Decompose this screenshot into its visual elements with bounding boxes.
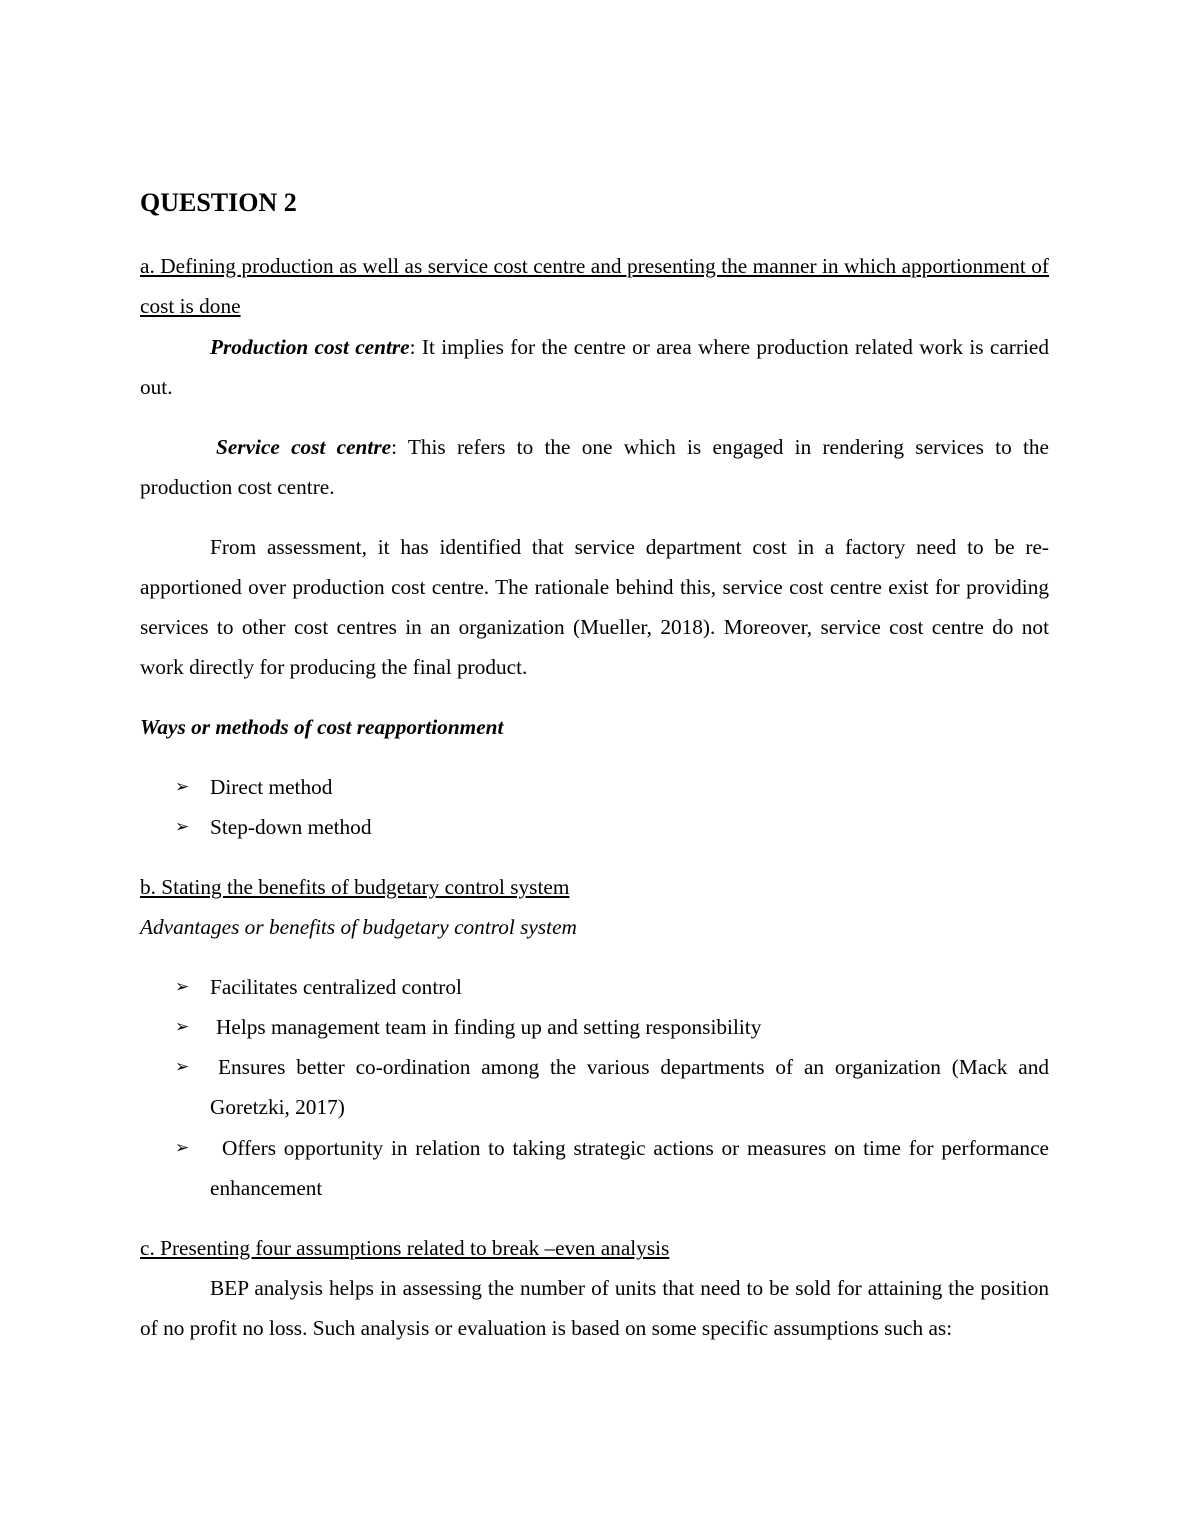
section-a-heading: a. Defining production as well as service cost centre and presenting the manner in which apportionment of cost is done: [140, 254, 1049, 318]
arrow-bullet-icon: ➢: [175, 1017, 190, 1037]
arrow-bullet-icon: ➢: [175, 817, 190, 837]
list-item: [175, 767, 1049, 807]
list-item: [175, 1007, 1049, 1047]
arrow-bullet-icon: ➢: [175, 1057, 190, 1077]
section-b-heading: b. Stating the benefits of budgetary control system: [140, 875, 570, 899]
benefit-3: Ensures better co-ordination among the various departments of an organization (Mack and Goretzki, 2017): [210, 1055, 1049, 1119]
bep-intro-paragraph: BEP analysis helps in assessing the number of units that need to be sold for attaining the position of no profit no loss. Such analysis or evaluation is based on some specific assumptions such as:: [140, 1276, 1049, 1340]
production-definition: : It implies for the centre or area where production related work is carried out.: [140, 335, 1049, 399]
arrow-bullet-icon: ➢: [175, 777, 190, 797]
service-cost-centre-definition: [140, 427, 1049, 507]
method-step-down: Step-down method: [210, 815, 372, 839]
arrow-bullet-icon: ➢: [175, 1138, 190, 1158]
method-direct: Direct method: [210, 775, 333, 799]
list-item: [175, 1128, 1049, 1208]
service-definition: : This refers to the one which is engaged in rendering services to the production cost centre.: [140, 435, 1049, 499]
methods-heading: Ways or methods of cost reapportionment: [140, 715, 504, 739]
list-item: [175, 967, 1049, 1007]
section-c-heading: c. Presenting four assumptions related to break –even analysis: [140, 1236, 670, 1260]
list-item: [175, 1047, 1049, 1127]
service-term: Service cost centre: [216, 435, 392, 459]
benefit-2: Helps management team in finding up and setting responsibility: [216, 1015, 762, 1039]
list-item: [175, 807, 1049, 847]
benefit-4: Offers opportunity in relation to taking strategic actions or measures on time for performance enhancement: [210, 1136, 1049, 1200]
page-title: QUESTION 2: [140, 188, 297, 217]
production-term: Production cost centre: [210, 335, 410, 359]
benefit-1: Facilitates centralized control: [210, 975, 462, 999]
production-cost-centre-definition: [140, 327, 1049, 407]
section-b-subheading: Advantages or benefits of budgetary control system: [140, 915, 577, 939]
arrow-bullet-icon: ➢: [175, 977, 190, 997]
assessment-paragraph: From assessment, it has identified that service department cost in a factory need to be re-apportioned over production cost centre. The rationale behind this, service cost centre exist for providing services to other cost centres in an organization (Mueller, 2018). Moreover, service cost centre do not work directly for producing the final product.: [140, 535, 1049, 679]
